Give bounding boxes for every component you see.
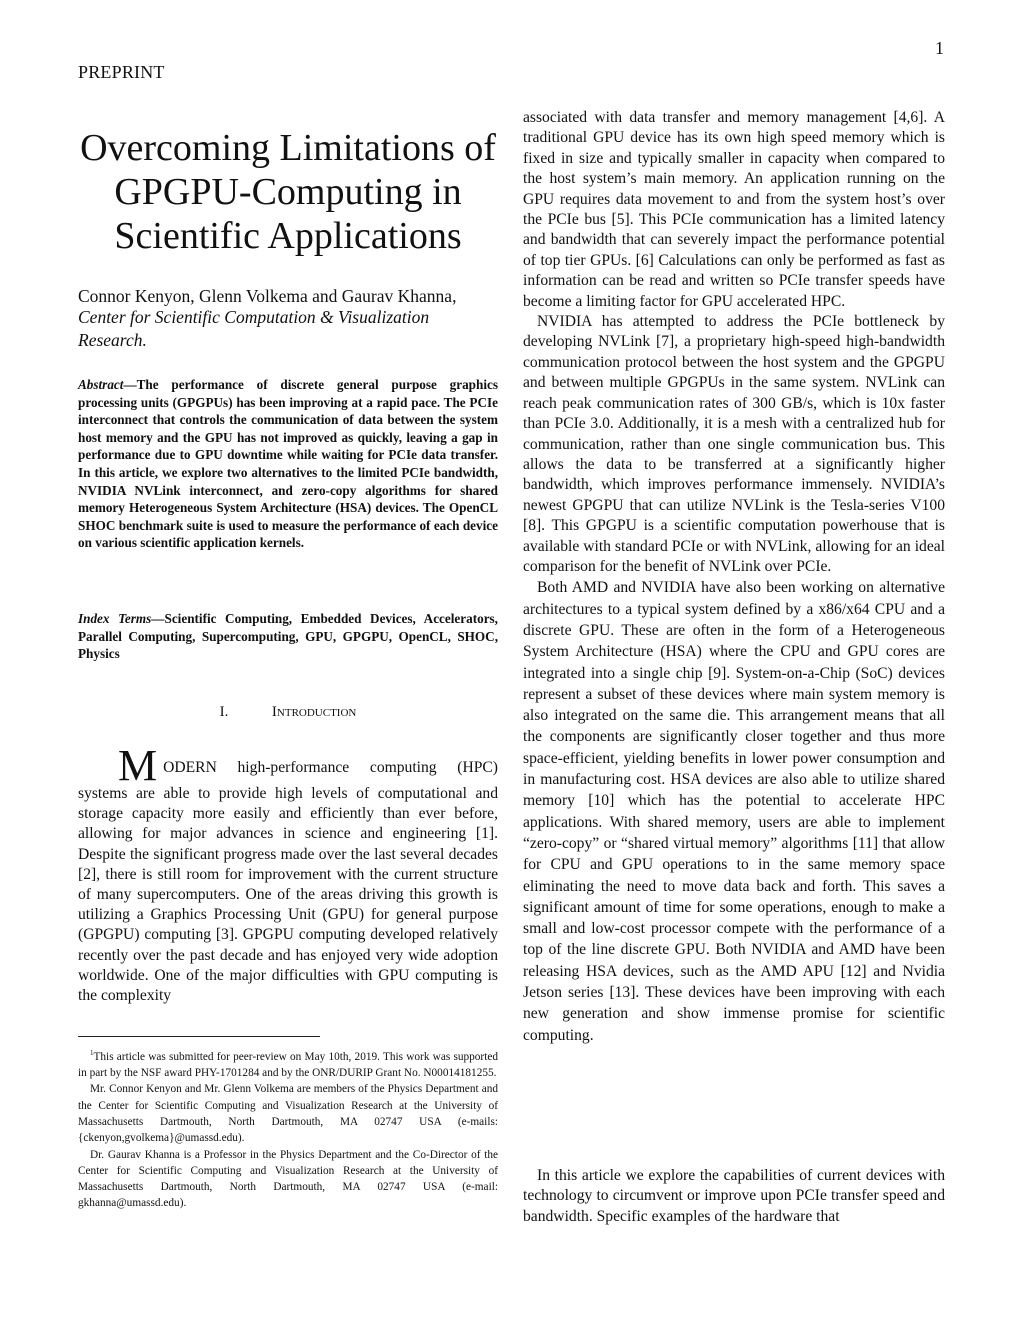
right-column	[523, 108, 945, 1046]
intro-text: systems are able to provide high levels of computational and storage capacity more easily and efficiently than ever before, allowing for major advances in science and engineering [1]. Despite the significant progress made over the last several decades [2], there is still room for improvement with the current structure of many supercomputers. One of the areas driving this growth is utilizing a Graphics Processing Unit (GPU) for general purpose (GPGPU) computing [3]. GPGPU computing developed relatively recently over the past decade and has enjoyed very wide adoption worldwide. One of the major difficulties with GPU computing is the complexity	[78, 785, 498, 1005]
footnote-1-text: This article was submitted for peer-review on May 10th, 2019. This work was supported in part by the NSF award PHY-1701284 and by the ONR/DURIP Grant No. N00014181255.	[78, 1050, 498, 1080]
footnote-marker: 1	[90, 1049, 94, 1057]
footnote-rule	[78, 1036, 320, 1037]
affiliation	[78, 306, 502, 352]
paragraph-2: NVIDIA has attempted to address the PCIe bottleneck by developing NVLink [7], a proprietary high-speed high-bandwidth communication protocol between the host system and the GPGPU and between multiple GPGPUs in the same system. NVLink can reach peak communication rates of 300 GB/s, which is 10x faster than PCIe 3.0. Additionally, it is a mesh with a centralized hub for communication, rather than one single communication bus. This allows the data to be transferred at a significantly higher bandwidth, which improves performance immensely. NVIDIA’s newest GPGPU that can utilize NVLink is the Tesla-series V100 [8]. This GPGPU is a scientific computation powerhouse that is available with standard PCIe or with NVLink, allowing for an ideal comparison for the benefit of NVLink over PCIe.	[523, 313, 945, 575]
intro-first-line-text: ODERN high-performance computing (HPC)	[163, 759, 498, 776]
abstract	[78, 376, 498, 552]
section-title: Introduction	[271, 704, 357, 720]
introduction-paragraph	[78, 741, 498, 1006]
section-heading	[78, 704, 498, 721]
footnote-3: Dr. Gaurav Khanna is a Professor in the Physics Department and the Co-Director of the Center for Scientific Computing and Visualization Research at the University of Massachusetts Dartmouth, North Dartmouth, MA 02747 USA (e-mail: gkhanna@umassd.edu).	[78, 1148, 498, 1210]
right-column-lower	[523, 1166, 945, 1227]
index-terms-text: —Scientific Computing, Embedded Devices, Accelerators, Parallel Computing, Supercomputing, GPU, GPGPU, OpenCL, SHOC, Physics	[78, 611, 498, 662]
page-number: 1	[935, 38, 944, 58]
paragraph-1: associated with data transfer and memory management [4,6]. A traditional GPU device has its own high speed memory which is fixed in size and typically smaller in capacity when compared to the host system’s main memory. An application running on the GPU requires data movement to and from the system host’s over the PCIe bus [5]. This PCIe communication has a limited latency and bandwidth that can severely impact the performance potential of top tier GPUs. [6] Calculations can only be performed as fast as information can be read and written so PCIe transfer speeds have become a limiting factor for GPU accelerated HPC.	[523, 109, 945, 310]
drop-cap: M	[118, 741, 158, 790]
footnote-1	[78, 1045, 498, 1081]
paragraph-4: In this article we explore the capabilities of current devices with technology to circumvent or improve upon PCIe transfer speed and bandwidth. Specific examples of the hardware that	[523, 1167, 945, 1225]
abstract-text: —The performance of discrete general purpose graphics processing units (GPGPUs) has been improving at a rapid pace. The PCIe interconnect that controls the communication of data between the system host memory and the GPU has not improved as quickly, leaving a gap in performance due to GPU downtime while waiting for PCIe data transfer. In this article, we explore two alternatives to the limited PCIe bandwidth, NVIDIA NVLink interconnect, and zero-copy algorithms for shared memory Heterogeneous System Architecture (HSA) devices. The OpenCL SHOC benchmark suite is used to measure the performance of each device on various scientific application kernels.	[78, 377, 498, 551]
footnote-2: Mr. Connor Kenyon and Mr. Glenn Volkema are members of the Physics Department and the Center for Scientific Computing and Visualization Research at the University of Massachusetts Dartmouth, North Dartmouth, MA 02747 USA (e-mails: {ckenyon,gvolkema}@umassd.edu).	[78, 1083, 498, 1145]
footnotes	[78, 1045, 498, 1212]
affiliation-text: Center for Scientific Computation & Visualization Research.	[78, 307, 430, 350]
paragraph-3: Both AMD and NVIDIA have also been working on alternative architectures to a typical system defined by a x86/x64 CPU and a discrete GPU. These are often in the form of a Heterogeneous System Architecture (HSA) where the CPU and GPU cores are integrated into a single chip [9]. System-on-a-Chip (SoC) devices represent a subset of these devices where main system memory is also integrated on the same die. This arrangement means that all the components are significantly closer together and thus more space-efficient, yielding benefits in lower power consumption and in manufacturing cost. HSA devices are also able to utilize shared memory [10] which has the potential to accelerate HPC applications. With shared memory, users are able to implement “zero-copy” or “shared virtual memory” algorithms [11] that allow for CPU and GPU operations to in the same memory space eliminating the need to move data back and forth. This saves a significant amount of time for some operations, enough to make a small and low-cost processor compete with the performance of a top of the line discrete GPU. Both NVIDIA and AMD have been releasing HSA devices, such as the AMD APU [12] and Nvidia Jetson series [13]. These devices have been improving with each new generation and show immense promise for scientific computing.	[523, 579, 945, 1044]
index-terms-label: Index Terms	[78, 611, 152, 626]
section-number: I.	[219, 704, 229, 720]
paper-title: Overcoming Limitations of GPGPU-Computing in Scientific Applications	[80, 127, 496, 257]
index-terms	[78, 610, 498, 663]
abstract-label: Abstract	[78, 377, 124, 392]
preprint-label: PREPRINT	[78, 62, 165, 82]
authors: Connor Kenyon, Glenn Volkema and Gaurav Khanna,	[78, 286, 457, 306]
